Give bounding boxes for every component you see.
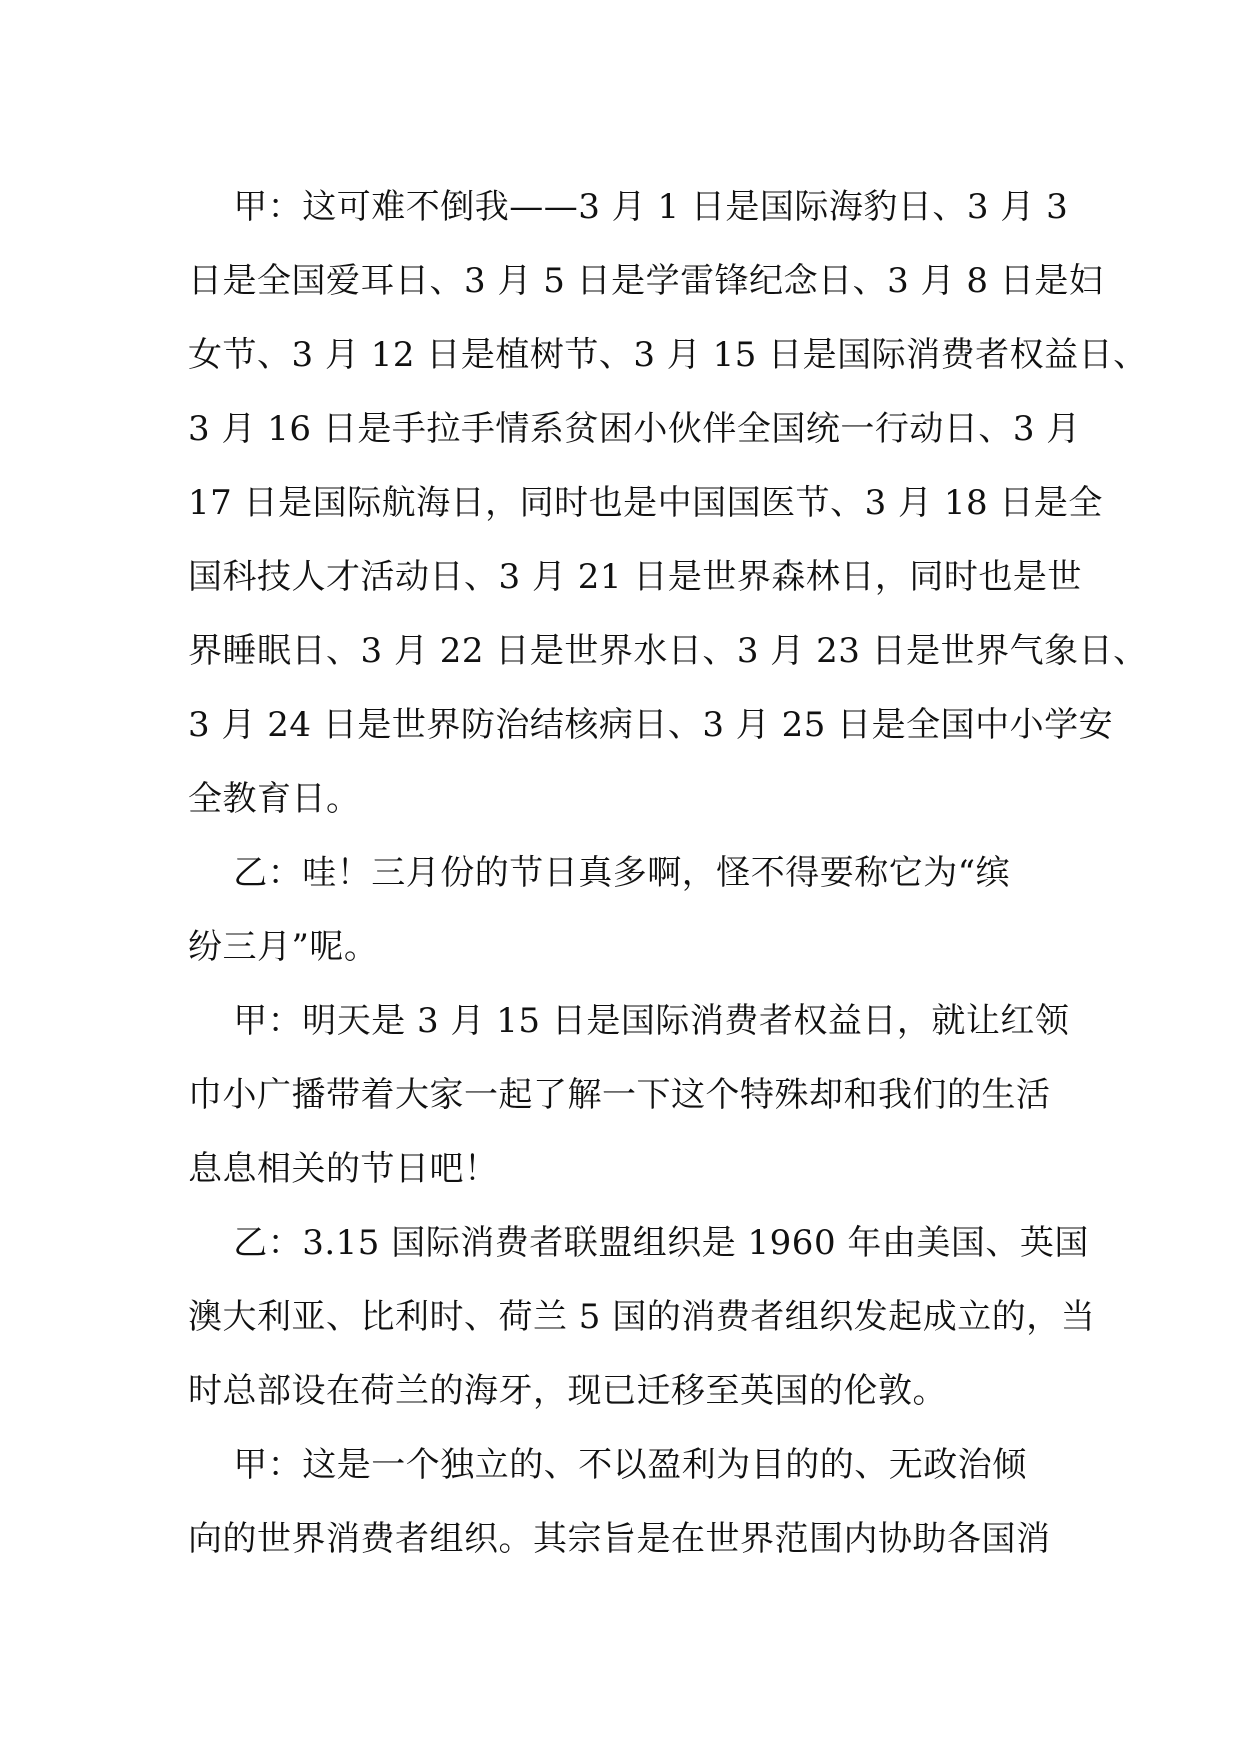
text-line: 3 月 16 日是手拉手情系贫困小伙伴全国统一行动日、3 月 — [188, 409, 1081, 449]
text-line: 时总部设在荷兰的海牙，现已迁移至英国的伦敦。 — [188, 1371, 947, 1411]
text-line: 向的世界消费者组织。其宗旨是在世界范围内协助各国消 — [188, 1519, 1051, 1559]
text-line: 界睡眠日、3 月 22 日是世界水日、3 月 23 日是世界气象日、 — [188, 631, 1148, 671]
text-line: 甲：这是一个独立的、不以盈利为目的的、无政治倾 — [188, 1445, 1027, 1485]
text-line: 女节、3 月 12 日是植树节、3 月 15 日是国际消费者权益日、 — [188, 335, 1148, 375]
text-line: 17 日是国际航海日，同时也是中国国医节、3 月 18 日是全 — [188, 483, 1103, 523]
body-text — [188, 170, 1148, 1576]
text-line: 澳大利亚、比利时、荷兰 5 国的消费者组织发起成立的，当 — [188, 1297, 1096, 1337]
text-line: 3 月 24 日是世界防治结核病日、3 月 25 日是全国中小学安 — [188, 705, 1114, 745]
text-line: 息息相关的节日吧！ — [188, 1149, 499, 1189]
text-line: 巾小广播带着大家一起了解一下这个特殊却和我们的生活 — [188, 1075, 1051, 1115]
text-line: 乙：哇！三月份的节日真多啊，怪不得要称它为“缤 — [188, 853, 1011, 893]
text-line: 乙：3.15 国际消费者联盟组织是 1960 年由美国、英国 — [188, 1223, 1089, 1263]
text-line: 甲：这可难不倒我——3 月 1 日是国际海豹日、3 月 3 — [188, 187, 1069, 227]
text-line: 甲：明天是 3 月 15 日是国际消费者权益日，就让红领 — [188, 1001, 1070, 1041]
text-line: 日是全国爱耳日、3 月 5 日是学雷锋纪念日、3 月 8 日是妇 — [188, 261, 1104, 301]
text-line: 国科技人才活动日、3 月 21 日是世界森林日，同时也是世 — [188, 557, 1082, 597]
text-line: 全教育日。 — [188, 779, 361, 819]
text-line: 纷三月”呢。 — [188, 927, 379, 967]
